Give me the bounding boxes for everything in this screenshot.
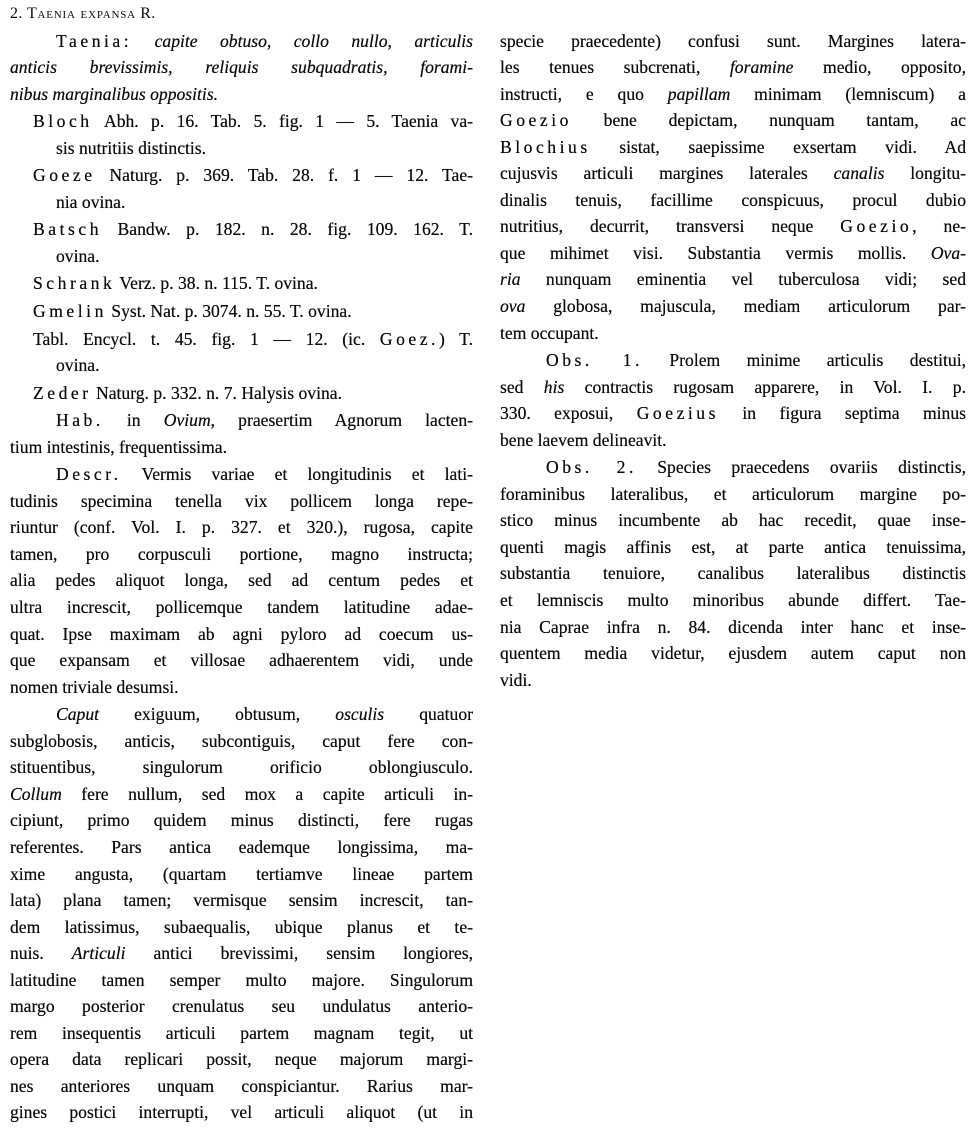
italic-text: canalis xyxy=(833,163,885,184)
text-line xyxy=(10,81,473,108)
text-line xyxy=(10,407,473,434)
reference-entry xyxy=(10,162,473,215)
text-line xyxy=(500,134,966,161)
text-line xyxy=(10,1073,473,1100)
italic-text: foramine xyxy=(729,57,794,78)
text-line xyxy=(500,481,966,508)
italic-text: Collum xyxy=(10,783,62,804)
italic-text: nibus marginalibus oppositis. xyxy=(10,83,219,104)
spaced-name-text: Goez. xyxy=(379,328,439,349)
text-segment: Naturg. p. 332. n. 7. Halysis ovina. xyxy=(91,382,342,403)
text-line xyxy=(10,781,473,808)
text-line xyxy=(500,534,966,561)
text-line xyxy=(500,160,966,187)
text-segment: , ne- xyxy=(912,216,966,237)
text-segment: Species praecedens ovariis distinctis, xyxy=(636,457,966,478)
species-name: Taenia expansa xyxy=(26,5,136,22)
text-segment: quat. Ipse maximam ab agni pyloro ad coecum us- xyxy=(10,623,473,644)
reference-entry xyxy=(10,216,473,269)
text-line xyxy=(500,107,966,134)
text-segment: in figura septima minus xyxy=(719,403,966,424)
text-segment: nia ovina. xyxy=(56,191,126,212)
text-segment: xime angusta, (quartam tertiamve lineae partem xyxy=(10,863,473,884)
text-segment: nia Caprae infra n. 84. dicenda inter hanc et inse- xyxy=(500,616,966,637)
text-line xyxy=(10,380,473,407)
italic-text: Caput xyxy=(56,704,100,725)
text-line xyxy=(10,834,473,861)
text-segment: nutritius, decurrit, transversi neque xyxy=(500,216,841,237)
text-line xyxy=(10,298,473,325)
spaced-name-text: Obs. 2. xyxy=(546,457,637,478)
text-line xyxy=(10,728,473,755)
right-column-body xyxy=(500,28,966,694)
text-segment: referentes. Pars antica eademque longissima, ma- xyxy=(10,836,473,857)
paragraph xyxy=(10,461,473,700)
text-segment: in xyxy=(103,410,164,431)
text-segment: Syst. Nat. p. 3074. n. 55. T. ovina. xyxy=(106,301,352,322)
species-number: 2. xyxy=(10,5,23,22)
text-line xyxy=(10,541,473,568)
text-line xyxy=(500,320,966,347)
text-segment: sistat, saepissime exsertam vidi. Ad xyxy=(590,136,966,157)
spaced-name-text: Zeder xyxy=(33,382,92,403)
italic-text: ova xyxy=(500,295,526,316)
text-segment: cujusvis articuli margines laterales xyxy=(500,163,834,184)
text-segment: quenti magis affinis est, at parte antica tenuissima, xyxy=(500,536,966,557)
text-segment: cipiunt, primo quidem minus distincti, fere rugas xyxy=(10,810,473,831)
text-segment: Bandw. p. 182. n. 28. fig. 109. 162. T. xyxy=(102,219,473,240)
text-segment: lata) plana tamen; vermisque sensim increscit, tan- xyxy=(10,890,473,911)
italic-text: Ova- xyxy=(930,242,966,263)
text-segment: nomen triviale desumsi. xyxy=(10,676,179,697)
text-line xyxy=(500,427,966,454)
text-segment: fere nullum, sed mox a capite articuli in- xyxy=(61,783,473,804)
text-segment: et lemniscis multo minoribus abunde differt. Tae- xyxy=(500,589,966,610)
paragraph xyxy=(10,701,473,1126)
text-line xyxy=(10,243,473,270)
spaced-name-text: Schrank xyxy=(33,273,116,294)
text-line xyxy=(10,352,473,379)
text-segment: latitudine tamen semper multo majore. Singulorum xyxy=(10,969,473,990)
text-line xyxy=(500,240,966,267)
text-segment: contractis rugosam apparere, in Vol. I. p. xyxy=(564,376,966,397)
left-column xyxy=(10,1,473,1126)
reference-entry xyxy=(10,108,473,161)
spaced-name-text: Taenia: xyxy=(56,30,133,51)
reference-entry xyxy=(10,380,473,407)
text-segment: foraminibus lateralibus, et articulorum margine po- xyxy=(500,483,966,504)
text-segment: longitu- xyxy=(884,163,966,184)
right-column xyxy=(500,28,966,694)
paragraph xyxy=(500,28,966,347)
paragraph xyxy=(500,454,966,693)
text-line xyxy=(10,967,473,994)
text-line xyxy=(10,940,473,967)
text-line xyxy=(10,514,473,541)
left-column-body xyxy=(10,28,473,1126)
text-line xyxy=(10,1099,473,1126)
spaced-name-text: Goezio xyxy=(840,216,913,237)
text-segment: bene laevem delineavit. xyxy=(500,429,667,450)
text-segment: bene depictam, nunquam tantam, ac xyxy=(571,110,966,131)
text-line xyxy=(500,187,966,214)
text-segment: minimam (lemniscum) a xyxy=(730,83,966,104)
text-segment: tem occupant. xyxy=(500,322,599,343)
text-line xyxy=(500,507,966,534)
spaced-name-text: Hab. xyxy=(56,410,104,431)
text-segment: tudinis specimina tenella vix pollicem longa repe- xyxy=(10,490,473,511)
spaced-name-text: Batsch xyxy=(33,219,103,240)
text-line xyxy=(10,270,473,297)
spaced-name-text: Goezius xyxy=(636,403,719,424)
paragraph xyxy=(500,347,966,453)
text-segment: ovina. xyxy=(56,355,100,376)
text-line xyxy=(500,454,966,481)
text-segment: subglobosis, anticis, subcontiguis, caput fere con- xyxy=(10,730,473,751)
text-segment: Tabl. Encycl. t. 45. fig. 1 — 12. (ic. xyxy=(33,328,380,349)
species-author: R. xyxy=(140,5,156,22)
text-line xyxy=(10,754,473,781)
text-segment: antici brevissimi, sensim longiores, xyxy=(125,943,473,964)
reference-entry xyxy=(10,326,473,379)
text-segment: Abh. p. 16. Tab. 5. fig. 1 — 5. Taenia va- xyxy=(92,111,473,132)
text-line xyxy=(500,587,966,614)
text-segment: nes anteriores unquam conspiciantur. Rarius mar- xyxy=(10,1075,473,1096)
text-segment: globosa, majuscula, mediam articulorum par- xyxy=(525,295,966,316)
text-segment: vidi. xyxy=(500,669,532,690)
text-line xyxy=(10,887,473,914)
text-line xyxy=(10,461,473,488)
text-line xyxy=(500,28,966,55)
text-segment: tium intestinis, frequentissima. xyxy=(10,436,227,457)
italic-text: capite obtuso, collo nullo, articulis xyxy=(132,30,473,51)
text-segment: rem insequentis articuli partem magnam tegit, ut xyxy=(10,1022,473,1043)
text-line xyxy=(10,216,473,243)
text-segment: riuntur (conf. Vol. I. p. 327. et 320.), rugosa, capite xyxy=(10,517,473,538)
italic-text: his xyxy=(543,376,565,397)
text-line xyxy=(10,488,473,515)
spaced-name-text: Descr. xyxy=(56,464,122,485)
text-segment: gines postici interrupti, vel articuli aliquot (ut in xyxy=(10,1102,473,1123)
species-heading xyxy=(10,1,473,28)
text-line xyxy=(500,400,966,427)
text-line xyxy=(10,674,473,701)
italic-text: Articuli xyxy=(71,943,126,964)
text-segment: nunquam eminentia vel tuberculosa vidi; sed xyxy=(520,269,966,290)
text-line xyxy=(10,54,473,81)
text-segment: les tenues subcrenati, xyxy=(500,57,730,78)
text-segment: margo posterior crenulatus seu undulatus anterio- xyxy=(10,996,473,1017)
text-line xyxy=(10,914,473,941)
italic-text: Ovium xyxy=(163,410,211,431)
text-line xyxy=(500,560,966,587)
text-line xyxy=(10,567,473,594)
text-line xyxy=(10,326,473,353)
text-line xyxy=(10,993,473,1020)
text-segment: que expansam et villosae adhaerentem vidi, unde xyxy=(10,650,473,671)
text-line xyxy=(10,861,473,888)
text-segment: exiguum, obtusum, xyxy=(99,704,336,725)
text-segment: medio, opposito, xyxy=(793,57,966,78)
text-segment: Verz. p. 38. n. 115. T. ovina. xyxy=(115,273,318,294)
text-segment: specie praecedente) confusi sunt. Margines latera- xyxy=(500,30,966,51)
italic-text: papillam xyxy=(667,83,731,104)
text-segment: alia pedes aliquot longa, sed ad centum pedes et xyxy=(10,570,473,591)
text-segment: Naturg. p. 369. Tab. 28. f. 1 — 12. Tae- xyxy=(95,165,473,186)
text-line xyxy=(500,213,966,240)
spaced-name-text: Blochius xyxy=(500,136,591,157)
paragraph xyxy=(10,407,473,460)
spaced-name-text: Obs. 1. xyxy=(546,350,643,371)
text-segment: quatuor xyxy=(384,704,473,725)
spaced-name-text: Goezio xyxy=(500,110,572,131)
text-line xyxy=(10,701,473,728)
text-segment: Prolem minime articulis destitui, xyxy=(642,350,966,371)
text-line xyxy=(10,1046,473,1073)
text-line xyxy=(500,293,966,320)
italic-text: ria xyxy=(500,269,521,290)
text-segment: quentem media videtur, ejusdem autem caput non xyxy=(500,643,966,664)
text-segment: tamen, pro corpusculi portione, magno instructa; xyxy=(10,543,473,564)
text-line xyxy=(10,594,473,621)
text-line xyxy=(10,189,473,216)
text-line xyxy=(10,135,473,162)
text-line xyxy=(500,266,966,293)
text-segment: ) T. xyxy=(438,328,473,349)
text-line xyxy=(500,81,966,108)
italic-text: osculis xyxy=(335,704,385,725)
text-segment: , praesertim Agnorum lacten- xyxy=(210,410,473,431)
text-segment: dinalis tenuis, facillime conspicuus, procul dubio xyxy=(500,189,966,210)
text-line xyxy=(10,621,473,648)
text-line xyxy=(10,28,473,55)
text-segment: ovina. xyxy=(56,245,100,266)
text-segment: instructi, e quo xyxy=(500,83,668,104)
text-segment: opera data replicari possit, neque majorum margi- xyxy=(10,1049,473,1070)
text-line xyxy=(500,640,966,667)
text-segment: Vermis variae et longitudinis et lati- xyxy=(121,464,473,485)
paragraph xyxy=(10,28,473,108)
spaced-name-text: Gmelin xyxy=(33,301,107,322)
spaced-name-text: Goeze xyxy=(33,165,96,186)
reference-entry xyxy=(10,298,473,325)
text-segment: stico minus incumbente ab hac recedit, quae inse- xyxy=(500,510,966,531)
spaced-name-text: Bloch xyxy=(33,111,93,132)
text-segment: que mihimet visi. Substantia vermis mollis. xyxy=(500,242,931,263)
text-line xyxy=(10,162,473,189)
text-line xyxy=(500,667,966,694)
text-line xyxy=(10,108,473,135)
text-line xyxy=(500,614,966,641)
text-segment: stituentibus, singulorum orificio oblongiusculo. xyxy=(10,757,473,778)
text-segment: ultra increscit, pollicemque tandem latitudine adae- xyxy=(10,597,473,618)
text-segment: dem latissimus, subaequalis, ubique planus et te- xyxy=(10,916,473,937)
italic-text: anticis brevissimis, reliquis subquadratis, forami- xyxy=(10,57,473,78)
text-line xyxy=(10,1020,473,1047)
text-segment: nuis. xyxy=(10,943,72,964)
text-line xyxy=(10,807,473,834)
reference-entry xyxy=(10,270,473,297)
text-segment: sed xyxy=(500,376,544,397)
text-segment: 330. exposui, xyxy=(500,403,637,424)
text-segment: substantia tenuiore, canalibus lateralibus distinctis xyxy=(500,563,966,584)
text-line xyxy=(10,434,473,461)
text-line xyxy=(500,347,966,374)
text-line xyxy=(500,54,966,81)
text-line xyxy=(10,647,473,674)
text-line xyxy=(500,374,966,401)
text-segment: sis nutritiis distinctis. xyxy=(56,137,207,158)
